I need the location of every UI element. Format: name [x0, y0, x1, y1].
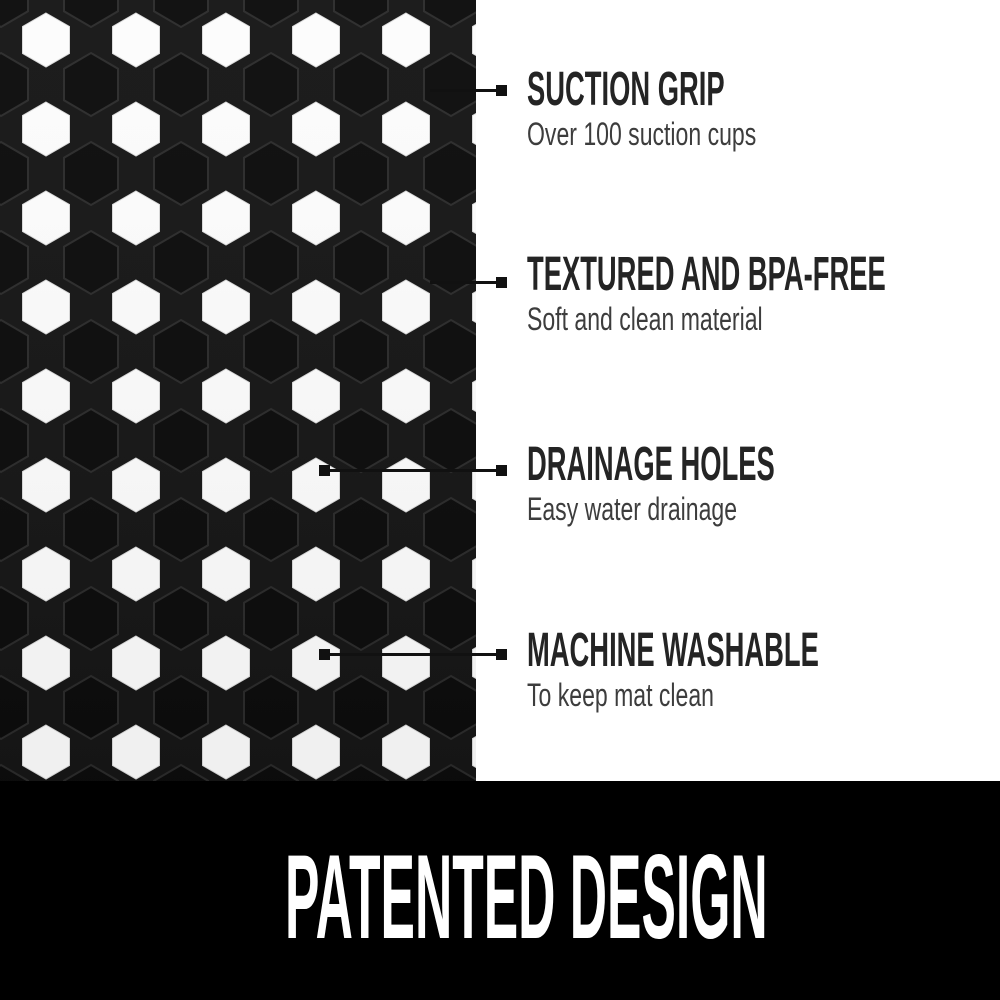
connector-line-suction-grip — [430, 89, 502, 92]
connector-endcap-drainage — [496, 465, 507, 476]
connector-endcap-suction-grip — [496, 85, 507, 96]
callout-drainage — [527, 438, 962, 527]
connector-endcap-textured — [496, 277, 507, 288]
connector-startcap-drainage — [319, 465, 330, 476]
callout-washable — [527, 624, 1000, 713]
product-mat-photo — [0, 0, 476, 781]
callout-subtitle: To keep mat clean — [527, 677, 714, 713]
connector-endcap-washable — [496, 649, 507, 660]
banner-label: PATENTED DESIGN — [285, 830, 768, 964]
connector-line-washable — [324, 653, 502, 656]
callout-subtitle: Soft and clean material — [527, 301, 763, 337]
callout-subtitle: Easy water drainage — [527, 491, 738, 527]
callout-title: DRAINAGE HOLES — [527, 438, 775, 491]
callout-title: SUCTION GRIP — [527, 63, 725, 116]
patented-design-banner — [0, 781, 1000, 1000]
callout-textured — [527, 248, 1000, 337]
connector-line-drainage — [324, 469, 502, 472]
callout-suction-grip — [527, 63, 874, 152]
hexagon-pattern-graphic — [0, 0, 476, 781]
callout-title: TEXTURED AND BPA-FREE — [527, 248, 886, 301]
connector-startcap-washable — [319, 649, 330, 660]
callout-subtitle: Over 100 suction cups — [527, 116, 757, 152]
connector-line-textured — [430, 281, 502, 284]
callout-title: MACHINE WASHABLE — [527, 624, 819, 677]
